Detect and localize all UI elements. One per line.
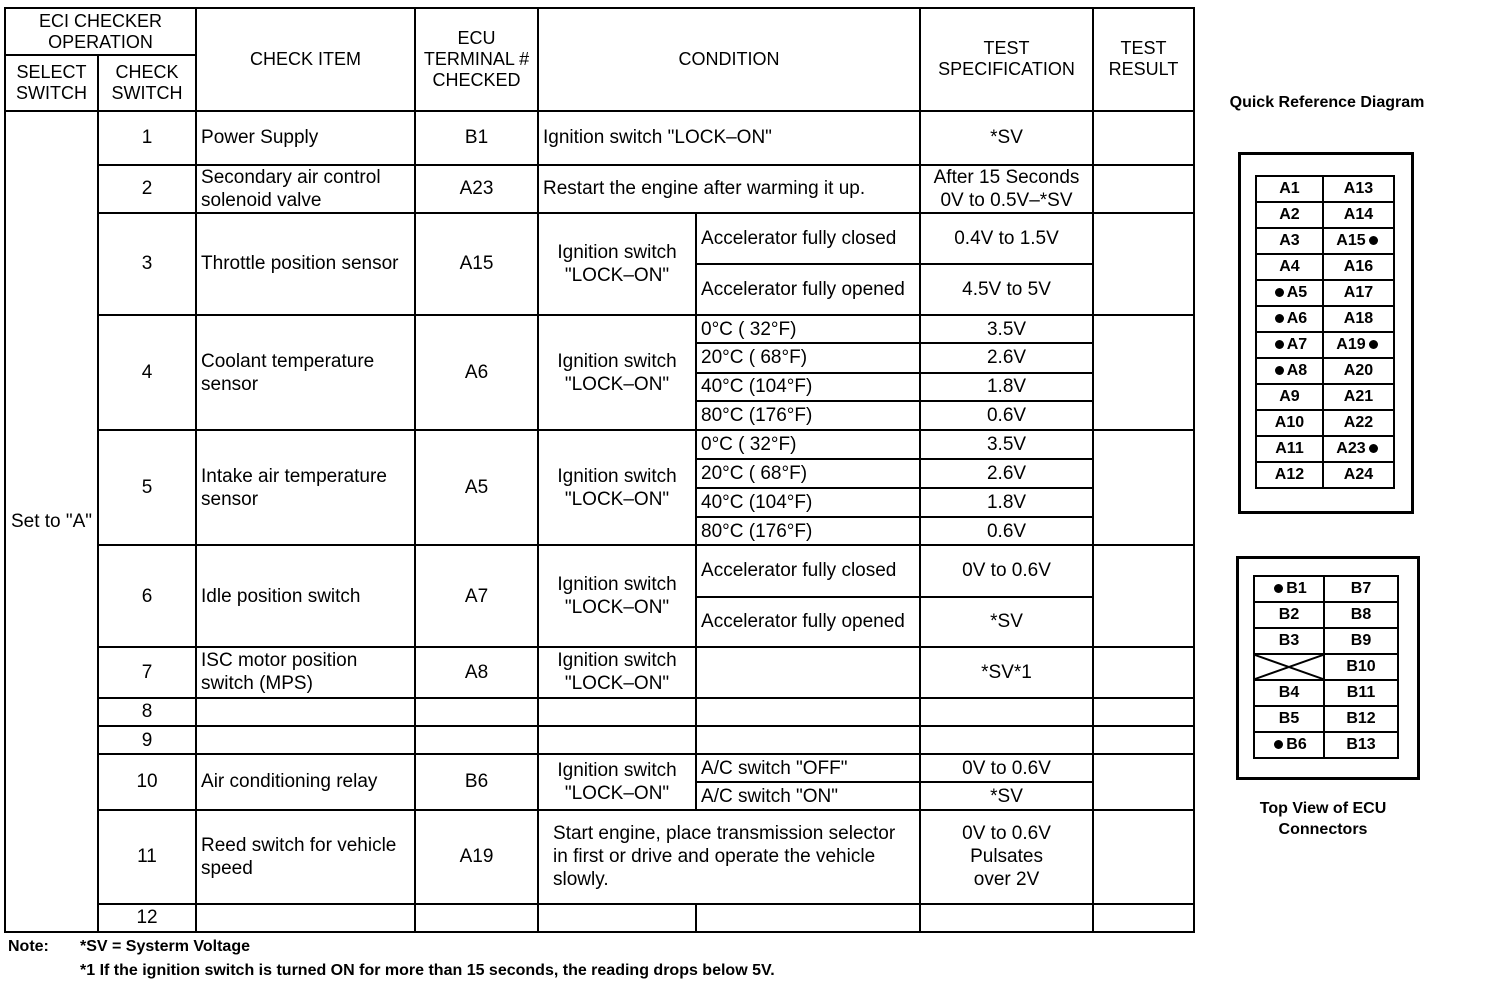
select-switch-value: Set to "A" [5,111,98,932]
pin-b9 [1324,628,1398,654]
connector-a-pin-row [1256,358,1394,384]
pin-marker-dot-icon [1274,584,1283,593]
pin-b7 [1324,576,1398,602]
condition: Ignition switch "LOCK–ON" [538,545,696,647]
header-test-result: TEST RESULT [1093,8,1194,111]
empty-cell [538,726,696,754]
connector-b-pin-row [1254,706,1398,732]
pin-marker-dot-icon [1369,444,1378,453]
test-spec: 0.6V [920,401,1093,430]
note-line-1: *SV = Systerm Voltage [80,938,250,955]
empty-cell [538,698,696,726]
ecu-terminal: A19 [415,810,538,904]
condition: Ignition switch "LOCK–ON" [538,647,696,697]
check-switch-number: 2 [98,165,196,213]
pin-label: A21 [1343,388,1374,405]
eci-check-table [4,7,1195,933]
connector-a-pin-row [1256,228,1394,254]
reference-caption: Top View of ECU Connectors [1259,800,1387,838]
empty-cell [1093,726,1194,754]
test-spec: 1.8V [920,373,1093,401]
check-switch-number: 3 [98,213,196,315]
pin-label: A12 [1274,466,1305,483]
check-item: Air conditioning relay [196,754,415,810]
check-item: Throttle position sensor [196,213,415,315]
test-result-cell [1093,213,1194,315]
pin-a11 [1256,436,1323,462]
check-item: Idle position switch [196,545,415,647]
spec-pulsates: Pulsates [970,846,1043,868]
connector-b-pin-row [1254,680,1398,706]
test-spec: 0.4V to 1.5V [920,213,1093,265]
temperature: 40°C (104°F) [696,373,920,401]
check-item: ISC motor position switch (MPS) [196,647,415,697]
test-result-cell [1093,754,1194,810]
pin-label: A4 [1279,258,1300,275]
empty-cell [696,904,920,932]
pin-label: A17 [1343,284,1374,301]
pin-a3 [1256,228,1323,254]
check-switch-number: 12 [98,904,196,932]
pin-a20 [1323,358,1394,384]
pin-b1 [1254,576,1324,602]
header-test-specification: TEST SPECIFICATION [920,8,1093,111]
test-spec: 3.5V [920,430,1093,459]
pin-marker-dot-icon [1275,288,1284,297]
pin-label: B5 [1278,710,1300,727]
empty-cell [696,726,920,754]
empty-cell [1093,904,1194,932]
pin-label: B8 [1350,606,1372,623]
test-result-cell [1093,165,1194,213]
sub-condition: Accelerator fully opened [696,264,920,314]
connector-a-pin-row [1256,462,1394,488]
ecu-terminal: B1 [415,111,538,165]
temperature: 40°C (104°F) [696,488,920,517]
pin-a1 [1256,176,1323,202]
check-switch-number: 10 [98,754,196,810]
pin-a16 [1323,254,1394,280]
test-spec: *SV [920,111,1093,165]
pin-a2 [1256,202,1323,228]
pin-a8 [1256,358,1323,384]
pin-b8 [1324,602,1398,628]
test-spec: 3.5V [920,315,1093,343]
ecu-terminal: A6 [415,315,538,430]
test-result-cell [1093,647,1194,697]
condition: Ignition switch "LOCK–ON" [538,315,696,430]
test-result-cell [1093,545,1194,647]
empty-cell [920,904,1093,932]
connector-a [1238,152,1414,514]
temperature: 0°C ( 32°F) [696,315,920,343]
empty-cell [415,698,538,726]
sub-condition: Accelerator fully closed [696,545,920,597]
check-switch-number: 1 [98,111,196,165]
spec-low: 0V to 0.6V [962,823,1051,845]
check-item: Intake air temperature sensor [196,430,415,545]
check-switch-number: 11 [98,810,196,904]
pin-label: A3 [1279,232,1300,249]
connector-a-pin-row [1256,254,1394,280]
temperature: 80°C (176°F) [696,517,920,545]
pin-b11 [1324,680,1398,706]
pin-b13 [1324,732,1398,758]
check-item: Power Supply [196,111,415,165]
pin-label: B3 [1278,632,1300,649]
empty-cell [696,698,920,726]
connector-b-pin-row [1254,628,1398,654]
test-spec: 0V to 0.6V [920,545,1093,597]
test-spec: 0.6V [920,517,1093,545]
pin-a5 [1256,280,1323,306]
test-spec: 2.6V [920,343,1093,372]
pin-a15 [1323,228,1394,254]
pin-marker-dot-icon [1275,340,1284,349]
empty-cell [196,698,415,726]
empty-cell [415,726,538,754]
header-check-switch: CHECK SWITCH [98,55,196,111]
test-spec-pulsating [920,810,1093,904]
connector-b-pin-row [1254,576,1398,602]
blank-pin-cross [1255,655,1323,679]
check-switch-number: 5 [98,430,196,545]
pin-a21 [1323,384,1394,410]
pin-label: A15 [1336,232,1366,249]
spec-high: over 2V [973,869,1040,891]
pin-a9 [1256,384,1323,410]
header-condition: CONDITION [538,8,920,111]
check-switch-number: 6 [98,545,196,647]
pin-b3 [1254,628,1324,654]
sub-condition: A/C switch "ON" [696,782,920,809]
header-check-item: CHECK ITEM [196,8,415,111]
sub-condition: A/C switch "OFF" [696,754,920,782]
pin-label: A19 [1336,336,1366,353]
test-spec: *SV [920,597,1093,647]
pin-a7 [1256,332,1323,358]
connector-a-pin-row [1256,306,1394,332]
condition: Ignition switch "LOCK–ON" [538,430,696,545]
test-spec: *SV*1 [920,647,1093,697]
empty-cell [415,904,538,932]
connector-b [1236,556,1420,780]
connector-a-pin-row [1256,384,1394,410]
pin-a13 [1323,176,1394,202]
pin-a22 [1323,410,1394,436]
pin-b2 [1254,602,1324,628]
pin-label: A23 [1336,440,1366,457]
note [8,935,775,983]
check-switch-number: 4 [98,315,196,430]
empty-cell [538,904,696,932]
pin-label: A8 [1286,362,1308,379]
sub-condition: Accelerator fully opened [696,597,920,647]
pin-a17 [1323,280,1394,306]
sub-condition: Accelerator fully closed [696,213,920,265]
pin-label: A13 [1343,180,1374,197]
ecu-terminal: A8 [415,647,538,697]
test-spec: 4.5V to 5V [920,264,1093,314]
pin-label: B6 [1286,736,1307,753]
test-spec: 0V to 0.6V [920,754,1093,782]
pin-a23 [1323,436,1394,462]
pin-marker-dot-icon [1369,236,1378,245]
pin-label: B10 [1346,658,1376,675]
pin-label: A14 [1343,206,1374,223]
pin-label: A2 [1279,206,1300,223]
pin-label: A10 [1274,414,1305,431]
test-spec: 1.8V [920,488,1093,517]
temperature: 80°C (176°F) [696,401,920,430]
pin-label: B11 [1346,684,1376,701]
condition: Ignition switch "LOCK–ON" [538,111,920,165]
reference-title: Quick Reference Diagram [1229,94,1425,111]
condition: Ignition switch "LOCK–ON" [538,213,696,315]
pin-label: A16 [1343,258,1374,275]
test-result-cell [1093,430,1194,545]
pin-marker-dot-icon [1274,740,1283,749]
pin-a4 [1256,254,1323,280]
connector-a-pin-row [1256,436,1394,462]
ecu-terminal: B6 [415,754,538,810]
temperature: 0°C ( 32°F) [696,430,920,459]
pin-b10 [1324,654,1398,680]
empty-cell [196,904,415,932]
header-ecu-terminal: ECU TERMINAL # CHECKED [415,8,538,111]
condition: Start engine, place transmission selector in first or drive and operate the vehicle slowly. [538,810,920,904]
pin-a19 [1323,332,1394,358]
test-result-cell [1093,315,1194,430]
pin-label: B13 [1346,736,1376,753]
test-spec: *SV [920,782,1093,809]
pin-b6 [1254,732,1324,758]
test-spec: 2.6V [920,459,1093,487]
pin-a10 [1256,410,1323,436]
ecu-terminal: A7 [415,545,538,647]
empty-cell [920,726,1093,754]
pin-label: B9 [1350,632,1372,649]
test-result-cell [1093,810,1194,904]
ecu-terminal: A5 [415,430,538,545]
pin-blank [1254,654,1324,680]
check-switch-number: 9 [98,726,196,754]
pin-label: A5 [1286,284,1308,301]
check-item: Secondary air control solenoid valve [196,165,415,213]
sub-condition-empty [696,647,920,697]
connector-a-pin-row [1256,202,1394,228]
pin-label: A1 [1279,180,1300,197]
pin-label: A18 [1343,310,1374,327]
connector-a-pin-row [1256,280,1394,306]
connector-a-pin-row [1256,176,1394,202]
note-line-2: *1 If the ignition switch is turned ON for more than 15 seconds, the reading drops below 5V. [80,962,775,979]
pin-label: B7 [1350,580,1372,597]
check-switch-number: 7 [98,647,196,697]
pin-label: A24 [1343,466,1374,483]
pin-b12 [1324,706,1398,732]
pin-label: B12 [1346,710,1376,727]
pin-label: A22 [1343,414,1374,431]
pin-label: A7 [1286,336,1308,353]
condition: Restart the engine after warming it up. [538,165,920,213]
header-eci-checker-operation: ECI CHECKER OPERATION [5,8,196,55]
test-spec: After 15 Seconds 0V to 0.5V–*SV [920,165,1093,213]
empty-cell [196,726,415,754]
pin-label: A11 [1275,440,1304,457]
pin-a12 [1256,462,1323,488]
pin-b4 [1254,680,1324,706]
empty-cell [1093,698,1194,726]
pin-label: B4 [1278,684,1300,701]
empty-cell [920,698,1093,726]
pin-label: B2 [1278,606,1300,623]
pin-a6 [1256,306,1323,332]
check-item: Coolant temperature sensor [196,315,415,430]
temperature: 20°C ( 68°F) [696,343,920,372]
connector-b-pin-row [1254,732,1398,758]
pin-a24 [1323,462,1394,488]
pin-a14 [1323,202,1394,228]
connector-b-pin-row [1254,654,1398,680]
header-select-switch: SELECT SWITCH [5,55,98,111]
note-label: Note: [8,938,49,955]
pin-marker-dot-icon [1275,314,1284,323]
check-switch-number: 8 [98,698,196,726]
temperature: 20°C ( 68°F) [696,459,920,487]
check-item: Reed switch for vehicle speed [196,810,415,904]
pin-label: B1 [1286,580,1307,597]
connector-a-pin-row [1256,332,1394,358]
pin-marker-dot-icon [1369,340,1378,349]
ecu-terminal: A15 [415,213,538,315]
pin-b5 [1254,706,1324,732]
pin-a18 [1323,306,1394,332]
ecu-terminal: A23 [415,165,538,213]
connector-b-pin-row [1254,602,1398,628]
pin-label: A9 [1279,388,1300,405]
test-result-cell [1093,111,1194,165]
pin-marker-dot-icon [1275,366,1284,375]
condition: Ignition switch "LOCK–ON" [538,754,696,810]
pin-label: A6 [1286,310,1308,327]
pin-label: A20 [1343,362,1374,379]
connector-a-pin-row [1256,410,1394,436]
